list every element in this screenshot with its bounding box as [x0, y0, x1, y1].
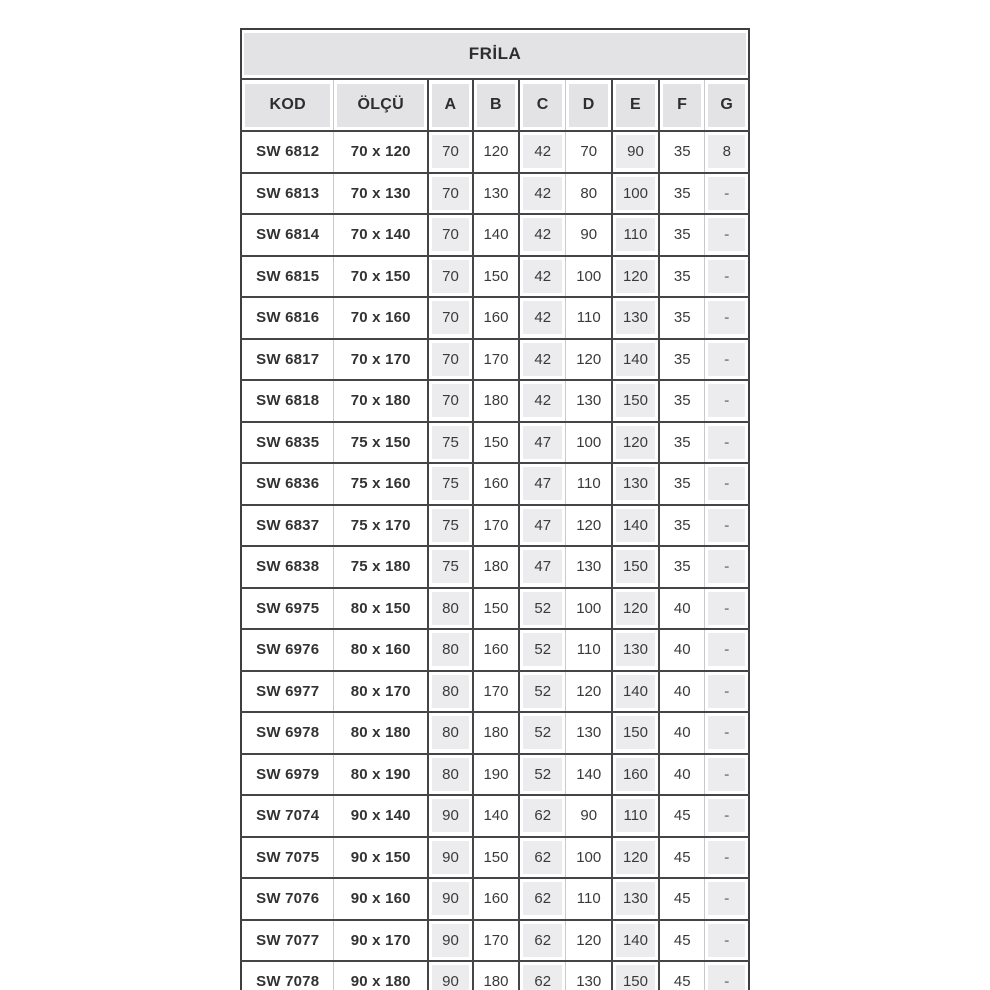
- cell-e: 130: [616, 301, 655, 334]
- cell-c: 42: [523, 343, 563, 376]
- table-row: [241, 754, 749, 796]
- table-row: [241, 256, 749, 298]
- table-row: [241, 546, 749, 588]
- cell-kod: SW 6979: [256, 765, 320, 783]
- cell-e: 140: [616, 675, 655, 708]
- cell-f: 35: [673, 392, 691, 410]
- cell-c: 42: [523, 384, 563, 417]
- cell-b: 180: [483, 392, 509, 410]
- cell-a: 70: [432, 301, 469, 334]
- cell-d: 120: [576, 516, 602, 534]
- cell-f: 35: [673, 350, 691, 368]
- column-header-g: G: [708, 84, 745, 127]
- cell-olcu: 80 x 180: [350, 724, 411, 742]
- cell-kod: SW 6836: [256, 475, 320, 493]
- cell-c: 42: [523, 177, 563, 210]
- cell-g: -: [708, 426, 745, 459]
- cell-e: 120: [616, 592, 655, 625]
- cell-d: 100: [576, 848, 602, 866]
- cell-a: 90: [432, 965, 469, 990]
- cell-f: 35: [673, 184, 691, 202]
- cell-g: -: [708, 758, 745, 791]
- cell-g: -: [708, 177, 745, 210]
- cell-d: 110: [576, 309, 601, 327]
- table-row: [241, 173, 749, 215]
- cell-kod: SW 6977: [256, 682, 320, 700]
- cell-g: -: [708, 799, 745, 832]
- cell-olcu: 70 x 140: [350, 226, 411, 244]
- table-row: [241, 712, 749, 754]
- cell-g: -: [708, 260, 745, 293]
- table-row: [241, 795, 749, 837]
- cell-kod: SW 6835: [256, 433, 320, 451]
- cell-e: 120: [616, 260, 655, 293]
- cell-b: 150: [483, 433, 509, 451]
- cell-e: 150: [616, 550, 655, 583]
- cell-kod: SW 6978: [256, 724, 320, 742]
- cell-d: 140: [576, 765, 602, 783]
- cell-kod: SW 6813: [256, 184, 320, 202]
- cell-f: 45: [673, 890, 691, 908]
- cell-c: 52: [523, 716, 563, 749]
- column-header-e: E: [616, 84, 655, 127]
- cell-olcu: 70 x 120: [350, 143, 411, 161]
- cell-olcu: 80 x 170: [350, 682, 411, 700]
- table-row: [241, 380, 749, 422]
- cell-d: 130: [576, 558, 602, 576]
- cell-f: 35: [673, 226, 691, 244]
- cell-e: 140: [616, 924, 655, 957]
- cell-olcu: 70 x 170: [350, 350, 411, 368]
- cell-b: 170: [483, 682, 509, 700]
- cell-f: 35: [673, 558, 691, 576]
- cell-a: 80: [432, 675, 469, 708]
- cell-d: 100: [576, 599, 602, 617]
- cell-b: 170: [483, 350, 509, 368]
- cell-olcu: 70 x 160: [350, 309, 411, 327]
- cell-a: 70: [432, 135, 469, 168]
- cell-a: 90: [432, 841, 469, 874]
- cell-c: 42: [523, 218, 563, 251]
- cell-b: 180: [483, 558, 509, 576]
- cell-e: 130: [616, 882, 655, 915]
- table-row: [241, 131, 749, 173]
- cell-b: 160: [483, 475, 509, 493]
- cell-a: 90: [432, 924, 469, 957]
- column-header-b: B: [477, 84, 515, 127]
- cell-g: -: [708, 675, 745, 708]
- cell-olcu: 70 x 150: [350, 267, 411, 285]
- cell-e: 140: [616, 509, 655, 542]
- cell-kod: SW 6975: [256, 599, 320, 617]
- cell-g: -: [708, 965, 745, 990]
- cell-b: 170: [483, 931, 509, 949]
- cell-kod: SW 6812: [256, 143, 320, 161]
- cell-d: 130: [576, 392, 602, 410]
- cell-f: 40: [673, 765, 691, 783]
- cell-e: 110: [616, 799, 655, 832]
- cell-f: 35: [673, 143, 691, 161]
- cell-a: 70: [432, 384, 469, 417]
- cell-c: 62: [523, 799, 563, 832]
- cell-b: 170: [483, 516, 509, 534]
- cell-f: 40: [673, 641, 691, 659]
- cell-e: 120: [616, 426, 655, 459]
- column-header-row: [241, 79, 749, 131]
- cell-b: 130: [483, 184, 509, 202]
- cell-d: 110: [576, 890, 601, 908]
- cell-d: 90: [580, 807, 598, 825]
- cell-b: 120: [483, 143, 509, 161]
- cell-olcu: 75 x 160: [350, 475, 411, 493]
- table-row: [241, 837, 749, 879]
- cell-f: 35: [673, 475, 691, 493]
- cell-d: 70: [580, 143, 598, 161]
- cell-g: -: [708, 550, 745, 583]
- cell-f: 45: [673, 848, 691, 866]
- cell-e: 100: [616, 177, 655, 210]
- cell-a: 70: [432, 343, 469, 376]
- column-header-c: C: [523, 84, 563, 127]
- cell-olcu: 80 x 150: [350, 599, 411, 617]
- cell-g: -: [708, 924, 745, 957]
- cell-e: 140: [616, 343, 655, 376]
- cell-c: 52: [523, 592, 563, 625]
- cell-c: 62: [523, 924, 563, 957]
- cell-b: 190: [483, 765, 509, 783]
- cell-e: 110: [616, 218, 655, 251]
- cell-kod: SW 6814: [256, 226, 320, 244]
- cell-f: 40: [673, 724, 691, 742]
- frila-spec-table: [240, 28, 750, 990]
- cell-b: 140: [483, 807, 509, 825]
- cell-kod: SW 7074: [256, 807, 320, 825]
- cell-a: 75: [432, 426, 469, 459]
- cell-f: 40: [673, 682, 691, 700]
- cell-e: 130: [616, 633, 655, 666]
- cell-e: 150: [616, 716, 655, 749]
- cell-f: 35: [673, 267, 691, 285]
- cell-g: -: [708, 467, 745, 500]
- cell-c: 52: [523, 633, 563, 666]
- cell-olcu: 80 x 190: [350, 765, 411, 783]
- cell-kod: SW 6838: [256, 558, 320, 576]
- cell-olcu: 70 x 180: [350, 392, 411, 410]
- cell-olcu: 90 x 160: [350, 890, 411, 908]
- cell-kod: SW 6976: [256, 641, 320, 659]
- cell-a: 80: [432, 633, 469, 666]
- cell-c: 42: [523, 260, 563, 293]
- table-row: [241, 878, 749, 920]
- title-row: [241, 29, 749, 79]
- cell-f: 45: [673, 931, 691, 949]
- cell-d: 130: [576, 724, 602, 742]
- cell-a: 90: [432, 882, 469, 915]
- cell-kod: SW 7076: [256, 890, 320, 908]
- table-row: [241, 214, 749, 256]
- cell-g: 8: [708, 135, 745, 168]
- cell-d: 110: [576, 641, 601, 659]
- table-row: [241, 920, 749, 962]
- cell-d: 100: [576, 433, 602, 451]
- cell-e: 130: [616, 467, 655, 500]
- cell-g: -: [708, 716, 745, 749]
- cell-d: 130: [576, 973, 602, 990]
- cell-olcu: 90 x 150: [350, 848, 411, 866]
- table-row: [241, 297, 749, 339]
- cell-kod: SW 7078: [256, 973, 320, 990]
- cell-kod: SW 6817: [256, 350, 320, 368]
- cell-e: 160: [616, 758, 655, 791]
- cell-olcu: 75 x 180: [350, 558, 411, 576]
- cell-c: 42: [523, 301, 563, 334]
- cell-b: 150: [483, 599, 509, 617]
- column-header-f: F: [663, 84, 702, 127]
- cell-kod: SW 6815: [256, 267, 320, 285]
- cell-c: 62: [523, 882, 563, 915]
- cell-kod: SW 7075: [256, 848, 320, 866]
- cell-b: 160: [483, 890, 509, 908]
- cell-b: 180: [483, 973, 509, 990]
- cell-c: 47: [523, 426, 563, 459]
- table-body: [241, 131, 749, 990]
- cell-f: 45: [673, 973, 691, 990]
- cell-g: -: [708, 384, 745, 417]
- cell-a: 75: [432, 550, 469, 583]
- cell-c: 62: [523, 841, 563, 874]
- cell-a: 70: [432, 177, 469, 210]
- cell-b: 180: [483, 724, 509, 742]
- cell-a: 90: [432, 799, 469, 832]
- table-title: FRİLA: [244, 33, 746, 75]
- cell-f: 40: [673, 599, 691, 617]
- table-row: [241, 588, 749, 630]
- cell-a: 70: [432, 218, 469, 251]
- cell-e: 150: [616, 965, 655, 990]
- table-row: [241, 422, 749, 464]
- cell-c: 47: [523, 467, 563, 500]
- cell-kod: SW 6818: [256, 392, 320, 410]
- cell-olcu: 75 x 170: [350, 516, 411, 534]
- table-row: [241, 671, 749, 713]
- table-row: [241, 505, 749, 547]
- cell-e: 150: [616, 384, 655, 417]
- cell-c: 42: [523, 135, 563, 168]
- cell-e: 120: [616, 841, 655, 874]
- column-header-a: A: [432, 84, 469, 127]
- cell-a: 75: [432, 509, 469, 542]
- cell-a: 80: [432, 592, 469, 625]
- cell-f: 35: [673, 309, 691, 327]
- cell-e: 90: [616, 135, 655, 168]
- cell-c: 47: [523, 550, 563, 583]
- cell-c: 47: [523, 509, 563, 542]
- cell-olcu: 90 x 170: [350, 931, 411, 949]
- column-header-d: D: [569, 84, 608, 127]
- cell-b: 160: [483, 641, 509, 659]
- cell-a: 80: [432, 716, 469, 749]
- cell-olcu: 75 x 150: [350, 433, 411, 451]
- cell-g: -: [708, 343, 745, 376]
- cell-a: 70: [432, 260, 469, 293]
- cell-olcu: 90 x 180: [350, 973, 411, 990]
- cell-g: -: [708, 841, 745, 874]
- cell-b: 140: [483, 226, 509, 244]
- cell-d: 90: [580, 226, 598, 244]
- cell-g: -: [708, 633, 745, 666]
- cell-olcu: 70 x 130: [350, 184, 411, 202]
- table-row: [241, 463, 749, 505]
- cell-b: 150: [483, 848, 509, 866]
- cell-kod: SW 6816: [256, 309, 320, 327]
- table-row: [241, 339, 749, 381]
- cell-c: 52: [523, 758, 563, 791]
- cell-a: 80: [432, 758, 469, 791]
- cell-c: 62: [523, 965, 563, 990]
- cell-f: 35: [673, 516, 691, 534]
- cell-d: 80: [580, 184, 598, 202]
- cell-kod: SW 7077: [256, 931, 320, 949]
- cell-olcu: 90 x 140: [350, 807, 411, 825]
- cell-d: 120: [576, 931, 602, 949]
- cell-f: 45: [673, 807, 691, 825]
- cell-d: 120: [576, 682, 602, 700]
- cell-olcu: 80 x 160: [350, 641, 411, 659]
- cell-a: 75: [432, 467, 469, 500]
- cell-b: 160: [483, 309, 509, 327]
- cell-c: 52: [523, 675, 563, 708]
- column-header-olcu: ÖLÇÜ: [337, 84, 424, 127]
- cell-d: 120: [576, 350, 602, 368]
- cell-g: -: [708, 882, 745, 915]
- cell-g: -: [708, 509, 745, 542]
- cell-f: 35: [673, 433, 691, 451]
- cell-d: 110: [576, 475, 601, 493]
- cell-g: -: [708, 301, 745, 334]
- cell-kod: SW 6837: [256, 516, 320, 534]
- column-header-kod: KOD: [245, 84, 331, 127]
- cell-g: -: [708, 218, 745, 251]
- cell-d: 100: [576, 267, 602, 285]
- table-row: [241, 629, 749, 671]
- cell-b: 150: [483, 267, 509, 285]
- table-row: [241, 961, 749, 990]
- cell-g: -: [708, 592, 745, 625]
